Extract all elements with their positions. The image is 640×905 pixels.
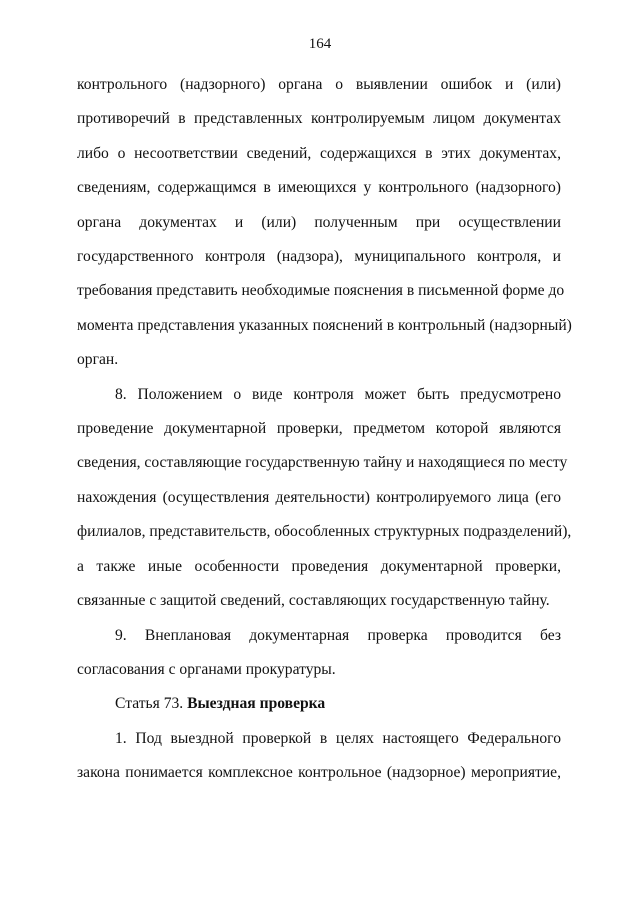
text-line: государственного контроля (надзора), муниципального контроля, и	[77, 248, 561, 266]
text-line: сведениям, содержащимся в имеющихся у контрольного (надзорного)	[77, 179, 561, 197]
paragraph-9-start: 9. Внеплановая документарная проверка проводится без	[115, 626, 561, 644]
article-heading	[77, 687, 561, 721]
text-line: проведение документарной проверки, предметом которой являются	[77, 420, 561, 438]
text-line: контрольного (надзорного) органа о выявлении ошибок и (или)	[77, 76, 561, 93]
text-line: либо о несоответствии сведений, содержащихся в этих документах,	[77, 144, 561, 162]
text-line-indented	[77, 619, 561, 653]
text-line: закона понимается комплексное контрольное (надзорное) мероприятие,	[77, 764, 561, 782]
article-number: Статья 73.	[115, 695, 188, 713]
paragraph-8-start: 8. Положением о виде контроля может быть предусмотрено	[115, 385, 561, 403]
text-line: согласования с органами прокуратуры.	[77, 660, 336, 678]
text-line: орган.	[77, 351, 119, 369]
text-line: противоречий в представленных контролируемым лицом документах	[77, 110, 561, 128]
text-line: требования представить необходимые пояснения в письменной форме до	[77, 282, 565, 300]
text-line: момента представления указанных пояснений в контрольный (надзорный)	[77, 316, 572, 334]
text-line: сведения, составляющие государственную тайну и находящиеся по месту	[77, 454, 568, 472]
text-line: филиалов, представительств, обособленных структурных подразделений),	[77, 523, 572, 541]
text-line-indented	[77, 722, 561, 756]
text-line: а также иные особенности проведения документарной проверки,	[77, 557, 561, 575]
text-line: связанные с защитой сведений, составляющих государственную тайну.	[77, 592, 550, 610]
page-number: 164	[308, 36, 332, 52]
article-title: Выездная проверка	[187, 695, 326, 713]
text-line: органа документах и (или) полученным при осуществлении	[77, 213, 561, 231]
text-line: нахождения (осуществления деятельности) контролируемого лица (его	[77, 488, 561, 506]
document-body	[77, 68, 572, 791]
paragraph-1-start: 1. Под выездной проверкой в целях настоящего Федерального	[115, 729, 561, 747]
text-line-indented	[77, 378, 561, 412]
